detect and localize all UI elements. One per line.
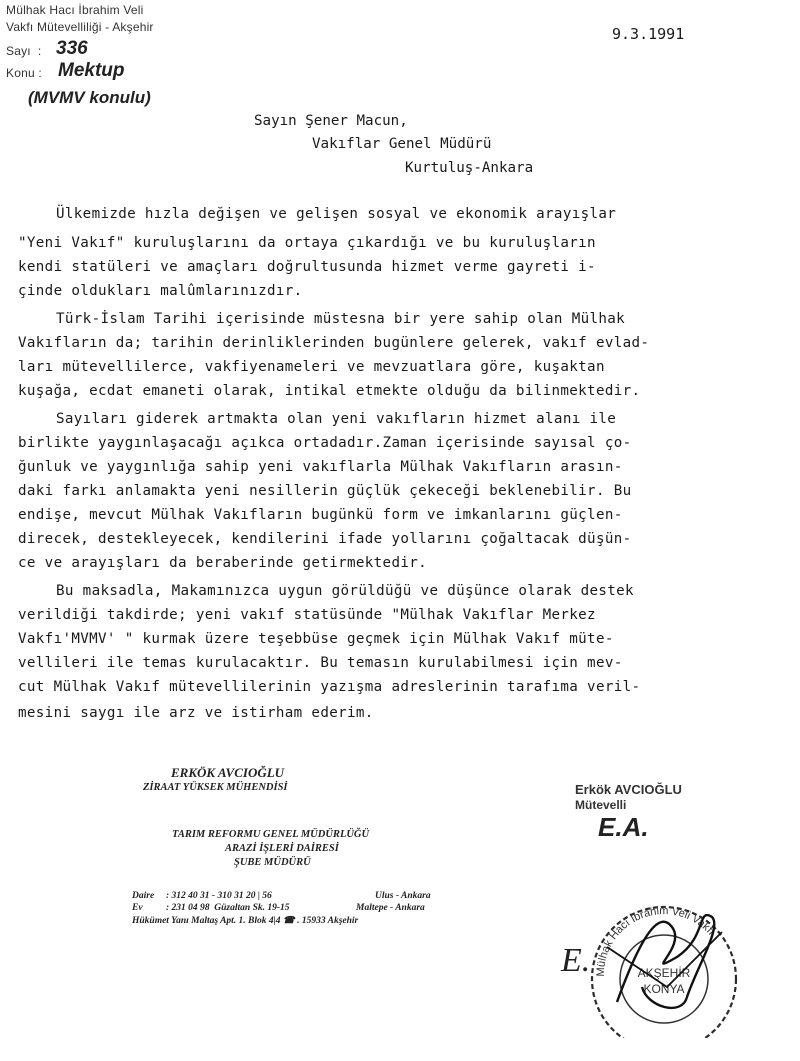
daire-location: Ulus - Ankara [375,891,431,901]
header-line-1: Mülhak Hacı İbrahim Veli [6,3,144,17]
body-line: cut Mülhak Vakıf mütevellilerinin yazışma adreslerinin tarafıma veril- [18,679,641,695]
round-seal [508,868,728,1019]
stamp-org-3: ŞUBE MÜDÜRÜ [234,857,311,868]
body-line: ce ve arayışları da beraberinde getirmektedir. [18,555,428,571]
header-line-2: Vakfı Mütevelliliği - Akşehir [6,20,154,34]
stamp-title: ZİRAAT YÜKSEK MÜHENDİSİ [143,782,288,793]
body-line: endişe, mevcut Mülhak Vakıfların bugünkü form ve imkanlarını güçlen- [18,507,623,523]
ev-label: Ev [132,903,143,913]
konu-label: Konu : [6,66,42,80]
body-line: verildiği takdirde; yeni vakıf statüsünde "Mülhak Vakıflar Merkez [18,607,596,623]
body-line: kendi statüleri ve amaçları doğrultusunda hizmet verme gayreti i- [18,259,596,275]
body-line: Türk-İslam Tarihi içerisinde müstesna bir yere sahip olan Mülhak [56,311,626,327]
seal-center-1: AKŞEHİR [637,966,690,980]
recipient-address: Kurtuluş-Ankara [405,160,534,176]
body-line: Ülkemizde hızla değişen ve gelişen sosyal ve ekonomik arayışlar [56,206,617,222]
sayi-handwritten-number: 336 [56,38,88,59]
ev-location: Maltepe - Ankara [356,903,425,913]
stamp-name: ERKÖK AVCIOĞLU [171,765,285,780]
body-line: Vakıfların da; tarihin derinliklerinden bugünlere gelerek, vakıf evlad- [18,335,650,351]
konu-handwritten-note: (MVMV konulu) [28,88,151,107]
sayi-label: Sayı : [6,44,42,58]
ev-phone-address: : 231 04 98 Güzaltan Sk. 19-15 [166,903,290,913]
body-line: Sayıları giderek artmakta olan yeni vakıfların hizmet alanı ile [56,411,617,427]
daire-phone: : 312 40 31 - 310 31 20 | 56 [166,891,272,901]
konu-handwritten-subject: Mektup [58,60,125,81]
seal-graphic [547,887,767,1038]
recipient-name: Sayın Şener Macun, [254,113,408,129]
signer-name: Erkök AVCIOĞLU [575,782,682,797]
body-line: vellileri ile temas kurulacaktır. Bu temasın kurulabilmesi için mev- [18,655,623,671]
letter-date: 9.3.1991 [612,25,685,43]
signer-title: Mütevelli [575,798,627,812]
home-address: Hükümet Yanı Maltaş Apt. 1. Blok 4|4 ☎ . 15933 Akşehir [132,916,359,926]
body-line: "Yeni Vakıf" kuruluşlarını da ortaya çıkardığı ve bu kuruluşların [18,235,596,251]
body-line: birlikte yaygınlaşacağı açıkca ortadadır.Zaman içerisinde sayısal ço- [18,435,632,451]
daire-label: Daire [132,891,155,901]
seal-center-2: KONYA [642,982,685,996]
body-line: mesini saygı ile arz ve istirham ederim. [18,705,374,721]
body-line: çinde oldukları malûmlarınızdır. [18,283,303,299]
stamp-org-2: ARAZİ İŞLERİ DAİRESİ [225,843,339,854]
body-line: ğunluk ve yaygınlığa sahip yeni vakıflarla Mülhak Vakıfların arasın- [18,459,623,475]
body-line: daki farkı anlamakta yeni nesillerin güçlük çekeceği beklenebilir. Bu [18,483,632,499]
body-line: kuşağa, ecdat emaneti olarak, intikal etmekte olduğu da bilinmektedir. [18,383,641,399]
seal-ring-text: Mülhak Hacı İbrahim Veli Vakfı [594,905,717,977]
recipient-title: Vakıflar Genel Müdürü [312,136,492,152]
side-initial: E. [560,942,590,979]
body-line: ları mütevellilerce, vakfiyenameleri ve mevzuatlara göre, kuşaktan [18,359,605,375]
body-line: Bu maksadla, Makamınızca uygun görüldüğü ve düşünce olarak destek [56,583,634,599]
stamp-org-1: TARIM REFORMU GENEL MÜDÜRLÜĞÜ [172,829,370,840]
body-line: Vakfı'MVMV' " kurmak üzere teşebbüse geçmek için Mülhak Vakıf müte- [18,631,614,647]
body-line: direcek, destekleyecek, kendilerini ifade yollarını çoğaltacak düşün- [18,531,632,547]
signer-initials: E.A. [598,812,649,842]
